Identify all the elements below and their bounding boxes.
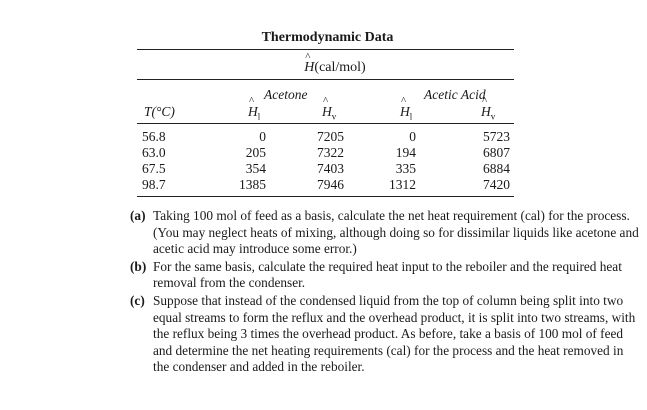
cell-acetic-hv: 6807 [483, 145, 510, 160]
header-acetone-vapor: ^ $H_v$ [322, 104, 336, 122]
cell-temp: 67.5 [142, 161, 166, 176]
cell-acetic-hv: 6884 [483, 161, 510, 176]
group-acetone: Acetone [264, 87, 308, 102]
cell-temp: 56.8 [142, 129, 166, 144]
cell-acetone-hv: 7205 [317, 129, 344, 144]
problem-text: Taking 100 mol of feed as a basis, calculate the net heat requirement (cal) for the process. (You may neglect heats of mixing, although doing so for dissimilar liquids like acetone and acetic acid may introduce some error.) [153, 208, 639, 257]
problem-b [130, 259, 640, 292]
cell-acetic-hl: 1312 [389, 177, 416, 192]
cell-temp: 63.0 [142, 145, 166, 160]
problem-text: Suppose that instead of the condensed liquid from the top of column being split into two equal streams to form the reflux and the overhead product, it is split into two streams, with the reflux being 3 times the overhead product. As before, take a basis of 100 mol of feed and determine the net heating requirements (cal) for the process and the heat removed in the condenser and added in the reboiler. [153, 292, 636, 375]
temperature-header: T(°C) [144, 104, 175, 119]
cell-acetic-hl: 194 [395, 145, 416, 160]
cell-acetone-hl: 354 [245, 161, 266, 176]
table-bottom-rule [137, 196, 514, 197]
cell-acetic-hv: 5723 [483, 129, 510, 144]
header-acetic-vapor: ^ $H_v$ [481, 104, 495, 122]
cell-acetone-hl: 205 [245, 145, 266, 160]
table-title: Thermodynamic Data [261, 30, 394, 45]
header-rule [137, 123, 514, 124]
enthalpy-symbol: ^ H [304, 60, 314, 76]
cell-acetic-hl: 0 [409, 129, 416, 144]
group-acetic-acid: Acetic Acid [424, 87, 486, 102]
problem-a [130, 208, 640, 258]
problem-list [130, 208, 640, 377]
table-top-rule [137, 49, 514, 50]
cell-acetone-hv: 7946 [317, 177, 344, 192]
problem-label: (c) [130, 292, 145, 308]
units-rule [137, 79, 514, 80]
header-acetic-liquid: ^ $H_l$ [400, 104, 412, 122]
problem-label: (a) [130, 208, 146, 223]
cell-acetone-hl: 0 [259, 129, 266, 144]
cell-acetic-hl: 335 [395, 161, 416, 176]
cell-acetic-hv: 7420 [483, 177, 510, 192]
cell-acetone-hv: 7403 [317, 161, 344, 176]
header-acetone-liquid: ^ $H_l$ [248, 104, 260, 122]
problem-text: For the same basis, calculate the required heat input to the reboiler and the required heat removal from the condenser. [153, 258, 622, 291]
cell-acetone-hv: 7322 [317, 145, 344, 160]
cell-temp: 98.7 [142, 177, 166, 192]
enthalpy-units: ^ H(cal/mol) [150, 60, 520, 76]
problem-label: (b) [130, 258, 147, 274]
cell-acetone-hl: 1385 [239, 177, 266, 192]
problem-c [130, 293, 640, 376]
